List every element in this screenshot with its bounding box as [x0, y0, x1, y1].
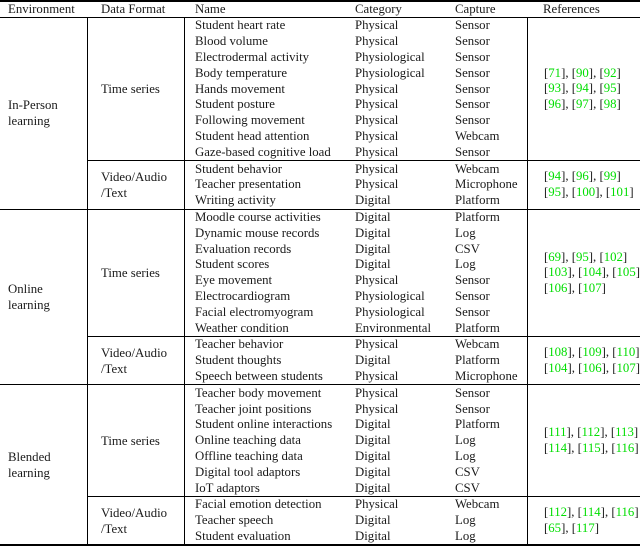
table-section	[0, 18, 640, 209]
name-cell: Student online interactions	[195, 417, 333, 432]
table-row	[185, 241, 527, 257]
table-row	[185, 401, 527, 417]
citation-number[interactable]: 107	[616, 360, 636, 375]
environment-label-line: learning	[8, 114, 50, 129]
column-header-category: Category	[355, 2, 402, 16]
citation-link[interactable]: [112]	[544, 505, 572, 520]
reference-line: [114], [115], [116]	[544, 440, 639, 455]
format-group	[88, 336, 640, 384]
name-cell: Teacher behavior	[194, 337, 284, 352]
name-cell: Dynamic mouse records	[194, 225, 320, 240]
citation-link[interactable]: [94]	[544, 169, 566, 184]
citation-link[interactable]: [96]	[544, 96, 566, 111]
capture-cell: Sensor	[455, 401, 490, 416]
citation-link[interactable]: [107]	[612, 360, 640, 375]
environment-cell	[0, 210, 88, 385]
table-section	[0, 209, 640, 385]
category-cell: Environmental	[354, 320, 432, 335]
name-cell: Electrocardiogram	[194, 288, 291, 303]
citation-link[interactable]: [96]	[571, 169, 594, 184]
capture-cell: Sensor	[455, 65, 490, 80]
references-cell	[527, 497, 640, 544]
citation-link[interactable]: [69]	[543, 249, 566, 264]
capture-cell: Webcam	[455, 128, 500, 143]
references-cell	[527, 337, 640, 384]
capture-cell: Microphone	[454, 368, 518, 383]
table-row	[185, 18, 527, 34]
capture-cell: Sensor	[455, 49, 490, 64]
citation-number[interactable]: 99	[603, 169, 617, 184]
citation-link[interactable]: [95]	[544, 184, 566, 199]
format-group	[88, 496, 640, 544]
references-cell	[527, 18, 640, 160]
citation-number[interactable]: 102	[603, 249, 623, 264]
data-format-cell	[88, 161, 185, 208]
citation-link[interactable]: [97]	[571, 96, 594, 111]
category-cell: Digital	[354, 353, 391, 368]
category-cell: Physical	[355, 34, 399, 49]
citation-number[interactable]: 110	[616, 345, 636, 360]
citation-number[interactable]: 105	[616, 265, 636, 279]
capture-cell: Sensor	[455, 97, 490, 112]
data-format-label-line: Time series	[101, 82, 160, 97]
name-cell: Weather condition	[194, 320, 289, 335]
table-row	[185, 337, 527, 353]
category-cell: Physical	[355, 177, 399, 192]
references-cell	[527, 385, 640, 496]
reference-line: [108], [109], [110]	[543, 345, 640, 360]
citation-link[interactable]: [114]	[544, 440, 572, 455]
table-row	[185, 257, 527, 273]
category-cell: Physical	[355, 401, 399, 416]
capture-cell: Sensor	[455, 144, 490, 159]
reference-line: [71], [90], [92]	[544, 65, 621, 80]
data-format-label-line: /Text	[101, 185, 128, 200]
citation-link[interactable]: [94]	[571, 81, 594, 96]
reference-line: [93], [94], [95]	[544, 81, 621, 96]
table-row	[185, 513, 527, 529]
data-format-label-line: Video/Audio	[100, 345, 168, 360]
name-cell: Student scores	[194, 257, 270, 272]
category-cell: Physiological	[354, 288, 425, 303]
category-cell: Physical	[355, 144, 399, 159]
reference-line: [96], [97], [98]	[544, 96, 621, 111]
data-format-cell	[88, 497, 185, 544]
category-cell: Physical	[355, 97, 399, 112]
name-cell: Student behavior	[195, 161, 283, 176]
citation-link[interactable]: [92]	[599, 65, 621, 80]
name-cell: Student evaluation	[195, 528, 291, 543]
citation-link[interactable]: [111]	[544, 425, 571, 440]
name-cell: Digital tool adaptors	[195, 464, 301, 479]
table-row	[185, 480, 527, 496]
table-row	[185, 417, 527, 433]
reference-line: [106], [107]	[543, 280, 606, 295]
environment-label-line: In-Person	[8, 98, 58, 113]
format-group	[88, 160, 640, 208]
citation-link[interactable]: [108]	[543, 345, 572, 360]
citation-number[interactable]: 117	[576, 520, 595, 535]
citation-number[interactable]: 95	[548, 184, 562, 199]
citation-link[interactable]: [90]	[571, 65, 594, 80]
category-cell: Physical	[355, 385, 399, 400]
name-cell: Hands movement	[195, 81, 285, 96]
citation-link[interactable]: [110]	[612, 345, 640, 360]
section-right	[88, 18, 640, 209]
table-row	[185, 113, 527, 129]
reference-line: [111], [112], [113]	[544, 425, 639, 440]
capture-cell: Log	[455, 433, 476, 448]
citation-link[interactable]: [113]	[610, 425, 639, 440]
rows-group	[185, 385, 527, 496]
name-cell: Evaluation records	[194, 241, 292, 256]
citation-link[interactable]: [112]	[577, 425, 605, 440]
citation-number[interactable]: 114	[581, 505, 601, 520]
table-row	[185, 97, 527, 113]
name-cell: Gaze-based cognitive load	[195, 144, 331, 159]
category-cell: Digital	[354, 209, 391, 224]
capture-cell: Log	[454, 225, 476, 240]
category-cell: Physical	[355, 161, 399, 176]
citation-number[interactable]: 96	[576, 169, 589, 184]
citation-link[interactable]: [65]	[544, 520, 566, 535]
environment-label-line: learning	[8, 297, 50, 312]
table-row	[185, 369, 527, 385]
reference-line: [103], [104], [105]	[543, 265, 640, 279]
citation-number[interactable]: 107	[582, 280, 602, 295]
citation-number[interactable]: 116	[615, 440, 635, 455]
table-row	[185, 193, 527, 209]
environment-cell	[0, 18, 88, 209]
citation-number[interactable]: 111	[548, 425, 567, 440]
citation-link[interactable]: [107]	[578, 280, 606, 295]
name-cell: Online teaching data	[195, 433, 301, 448]
citation-number[interactable]: 97	[576, 96, 589, 111]
capture-cell: Webcam	[454, 337, 500, 352]
citation-number[interactable]: 71	[548, 65, 562, 80]
rows-group	[185, 337, 527, 384]
citation-number[interactable]: 106	[582, 360, 602, 375]
citation-link[interactable]: [95]	[599, 81, 621, 96]
category-cell: Physical	[354, 368, 399, 383]
table-row	[185, 433, 527, 449]
column-header-data-format: Data Format	[101, 2, 166, 16]
capture-cell: Microphone	[455, 177, 518, 192]
citation-number[interactable]: 100	[576, 184, 596, 199]
citation-number[interactable]: 108	[548, 345, 568, 360]
citation-number[interactable]: 95	[575, 249, 589, 264]
reference-line: [104], [106], [107]	[543, 360, 640, 375]
data-format-label-line: /Text	[101, 521, 128, 536]
table-row	[185, 210, 527, 226]
citation-number[interactable]: 109	[582, 345, 602, 360]
citation-link[interactable]: [101]	[605, 184, 634, 199]
category-cell: Physiological	[354, 304, 425, 319]
citation-number[interactable]: 116	[615, 505, 635, 520]
name-cell: Teacher speech	[195, 513, 274, 528]
table-row	[185, 225, 527, 241]
format-group	[88, 18, 640, 160]
table-row	[185, 161, 527, 177]
category-cell: Digital	[355, 193, 391, 208]
category-cell: Digital	[355, 417, 391, 432]
capture-cell: Log	[455, 448, 476, 463]
capture-cell: Platform	[454, 209, 500, 224]
name-cell: Teacher body movement	[195, 385, 322, 400]
table-row	[185, 497, 527, 513]
reference-line: [65], [117]	[544, 520, 599, 535]
column-header-environment: Environment	[8, 2, 75, 16]
citation-link[interactable]: [106]	[578, 360, 606, 375]
rows-group	[185, 161, 527, 208]
table-row	[185, 34, 527, 50]
citation-link[interactable]: [99]	[599, 169, 621, 184]
reference-line: [94], [96], [99]	[544, 169, 621, 184]
citation-number[interactable]: 106	[548, 280, 568, 295]
data-format-label-line: Time series	[100, 265, 160, 280]
name-cell: Following movement	[195, 113, 305, 128]
table-row	[185, 385, 527, 401]
capture-cell: Sensor	[455, 81, 490, 96]
capture-cell: CSV	[455, 464, 480, 479]
citation-link[interactable]: [98]	[599, 96, 621, 111]
name-cell: Student heart rate	[195, 18, 286, 33]
format-group	[88, 385, 640, 496]
citation-number[interactable]: 96	[548, 96, 562, 111]
name-cell: Facial electromyogram	[194, 304, 314, 319]
citation-link[interactable]: [109]	[578, 345, 606, 360]
category-cell: Physical	[355, 113, 399, 128]
citation-number[interactable]: 65	[548, 520, 562, 535]
category-cell: Digital	[354, 225, 391, 240]
data-format-label-line: /Text	[100, 361, 128, 376]
category-cell: Digital	[355, 513, 391, 528]
capture-cell: Log	[454, 257, 476, 272]
citation-number[interactable]: 114	[548, 440, 567, 455]
column-header-name: Name	[195, 2, 226, 16]
category-cell: Digital	[355, 528, 391, 543]
category-cell: Digital	[355, 433, 391, 448]
category-cell: Physical	[354, 337, 399, 352]
citation-number[interactable]: 92	[603, 65, 617, 80]
capture-cell: Sensor	[454, 288, 490, 303]
citation-number[interactable]: 104	[582, 265, 602, 279]
citation-link[interactable]: [115]	[577, 440, 605, 455]
category-cell: Physiological	[355, 49, 425, 64]
data-format-label-line: Video/Audio	[101, 505, 168, 520]
references-cell	[527, 210, 640, 336]
name-cell: Offline teaching data	[195, 448, 303, 463]
category-cell: Physical	[355, 18, 399, 33]
citation-number[interactable]: 95	[603, 81, 617, 96]
name-cell: Speech between students	[194, 368, 323, 383]
table-section	[0, 384, 640, 544]
capture-cell: Platform	[455, 417, 500, 432]
citation-number[interactable]: 115	[581, 440, 601, 455]
reference-line: [95], [100], [101]	[544, 184, 634, 199]
table-row	[185, 65, 527, 81]
citation-number[interactable]: 103	[548, 265, 568, 279]
citation-link[interactable]: [100]	[571, 184, 600, 199]
citation-link[interactable]: [93]	[544, 81, 566, 96]
table-row	[185, 320, 527, 336]
name-cell: Student posture	[195, 97, 275, 112]
environment-label-line: Online	[8, 281, 43, 296]
table-row	[185, 304, 527, 320]
citation-link[interactable]: [106]	[543, 280, 572, 295]
environment-label-line: Blended	[8, 449, 51, 464]
table-row	[185, 129, 527, 145]
table-row	[185, 81, 527, 97]
table-row	[185, 50, 527, 66]
table-row	[185, 289, 527, 305]
column-header-capture: Capture	[455, 2, 496, 16]
capture-cell: CSV	[454, 241, 480, 256]
citation-number[interactable]: 104	[548, 360, 568, 375]
capture-cell: Platform	[455, 193, 500, 208]
name-cell: Moodle course activities	[194, 209, 321, 224]
citation-number[interactable]: 94	[576, 81, 589, 96]
table-body	[0, 18, 640, 544]
data-format-cell	[88, 18, 185, 160]
citation-link[interactable]: [104]	[578, 265, 606, 279]
citation-link[interactable]: [102]	[599, 249, 628, 264]
citation-number[interactable]: 69	[548, 249, 562, 264]
category-cell: Physical	[354, 273, 399, 288]
reference-line: [112], [114], [116]	[544, 505, 639, 520]
category-cell: Physical	[355, 128, 399, 143]
citation-number[interactable]: 101	[610, 184, 630, 199]
name-cell: Eye movement	[194, 273, 273, 288]
table-row	[185, 529, 527, 545]
citation-link[interactable]: [105]	[612, 265, 640, 279]
capture-cell: Sensor	[455, 385, 490, 400]
table-row	[185, 273, 527, 289]
category-cell: Digital	[354, 257, 391, 272]
capture-cell: Sensor	[455, 18, 490, 33]
citation-number[interactable]: 98	[603, 96, 617, 111]
reference-line: [69], [95], [102]	[543, 249, 628, 264]
citation-number[interactable]: 94	[548, 169, 562, 184]
rows-group	[185, 497, 527, 544]
table-row	[185, 464, 527, 480]
citation-number[interactable]: 113	[615, 425, 634, 440]
name-cell: Facial emotion detection	[195, 497, 322, 512]
name-cell: IoT adaptors	[195, 480, 260, 495]
name-cell: Student head attention	[195, 128, 310, 143]
name-cell: Teacher joint positions	[195, 401, 312, 416]
table-row	[185, 177, 527, 193]
data-format-cell	[88, 385, 185, 496]
citation-link[interactable]: [116]	[611, 505, 639, 520]
capture-cell: Webcam	[455, 161, 500, 176]
citation-link[interactable]: [117]	[571, 520, 599, 535]
citation-number[interactable]: 90	[576, 65, 589, 80]
citation-link[interactable]: [103]	[543, 265, 572, 279]
section-right	[88, 210, 640, 385]
capture-cell: Platform	[454, 353, 500, 368]
data-format-cell	[88, 337, 185, 384]
name-cell: Blood volume	[195, 34, 268, 49]
citation-number[interactable]: 112	[581, 425, 601, 440]
rows-group	[185, 210, 527, 336]
column-header-references: References	[543, 2, 600, 16]
capture-cell: Sensor	[454, 273, 490, 288]
data-format-label-line: Video/Audio	[101, 169, 168, 184]
citation-number[interactable]: 112	[548, 505, 567, 520]
citation-number[interactable]: 93	[548, 81, 562, 96]
capture-cell: Platform	[454, 320, 500, 335]
format-group	[88, 210, 640, 336]
name-cell: Student thoughts	[194, 353, 282, 368]
table-row	[185, 144, 527, 160]
citation-link[interactable]: [95]	[571, 249, 594, 264]
citation-link[interactable]: [114]	[577, 505, 605, 520]
category-cell: Physical	[355, 81, 399, 96]
category-cell: Physiological	[355, 65, 425, 80]
citation-link[interactable]: [104]	[543, 360, 572, 375]
table-row	[185, 353, 527, 369]
capture-cell: CSV	[455, 480, 480, 495]
environment-cell	[0, 385, 88, 544]
category-cell: Digital	[355, 480, 391, 495]
category-cell: Physical	[355, 497, 399, 512]
capture-cell: Webcam	[455, 497, 500, 512]
data-format-cell	[88, 210, 185, 336]
capture-cell: Sensor	[455, 34, 490, 49]
references-cell	[527, 161, 640, 208]
data-format-label-line: Time series	[101, 433, 160, 448]
capture-cell: Log	[455, 513, 476, 528]
name-cell: Writing activity	[195, 193, 276, 208]
category-cell: Digital	[355, 464, 391, 479]
citation-link[interactable]: [71]	[544, 65, 566, 80]
name-cell: Teacher presentation	[195, 177, 302, 192]
category-cell: Digital	[354, 241, 391, 256]
name-cell: Body temperature	[195, 65, 288, 80]
section-right	[88, 385, 640, 544]
environment-label-line: learning	[8, 465, 50, 480]
table-header-row	[0, 2, 640, 18]
rows-group	[185, 18, 527, 160]
citation-link[interactable]: [116]	[611, 440, 639, 455]
category-cell: Digital	[355, 448, 391, 463]
capture-cell: Log	[455, 528, 476, 543]
capture-cell: Sensor	[454, 304, 490, 319]
name-cell: Electrodermal activity	[195, 49, 310, 64]
capture-cell: Sensor	[455, 113, 490, 128]
table-row	[185, 449, 527, 465]
